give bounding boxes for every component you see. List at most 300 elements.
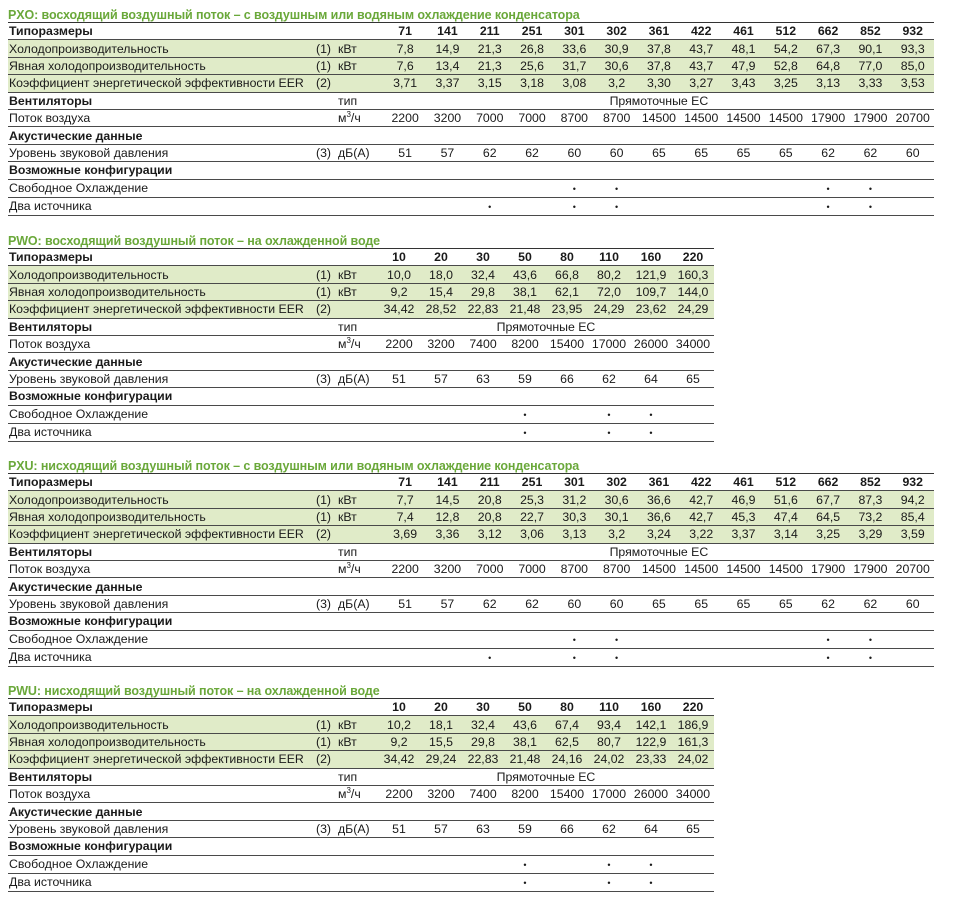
spec-table <box>8 22 934 216</box>
table-row-eer <box>8 526 934 543</box>
value-cell: 59 <box>504 370 546 387</box>
unit-label <box>338 803 378 820</box>
fan-type-value: Прямоточные EC <box>384 92 934 109</box>
availability-cell <box>511 630 553 648</box>
value-cell: 14500 <box>680 109 722 126</box>
value-cell: 14,9 <box>426 40 468 57</box>
unit-label: кВт <box>338 491 384 508</box>
value-cell: 80,7 <box>588 733 630 750</box>
value-cell: 60 <box>553 144 595 161</box>
row-label: Вентиляторы <box>8 543 314 560</box>
value-cell <box>638 162 680 179</box>
value-cell: 7,6 <box>384 57 426 74</box>
value-cell: 72,0 <box>588 283 630 300</box>
header-row <box>8 474 934 491</box>
value-cell: 3,13 <box>807 75 849 92</box>
row-label: Поток воздуха <box>8 335 314 352</box>
value-cell: 110 <box>588 249 630 266</box>
availability-cell <box>420 855 462 873</box>
value-cell: 3200 <box>426 560 468 577</box>
table-row-eer <box>8 301 714 318</box>
value-cell: 67,7 <box>807 491 849 508</box>
row-label: Холодопроизводительность <box>8 266 314 283</box>
unit-label <box>338 613 384 630</box>
unit-label <box>338 197 384 215</box>
footnote-ref: (1) <box>314 283 338 300</box>
value-cell: 301 <box>553 474 595 491</box>
value-cell: 20 <box>420 249 462 266</box>
value-cell: 62,5 <box>546 733 588 750</box>
row-label: Свободное Охлаждение <box>8 630 314 648</box>
table-row-freecool <box>8 630 934 648</box>
table-row-acoustic <box>8 578 934 595</box>
unit-m: м <box>338 337 347 352</box>
value-cell <box>426 613 468 630</box>
value-cell: 144,0 <box>672 283 714 300</box>
header-row <box>8 699 714 716</box>
availability-cell <box>504 405 546 423</box>
availability-cell <box>849 197 891 215</box>
value-cell: 8700 <box>595 560 637 577</box>
unit-label: дБ(А) <box>338 595 384 612</box>
value-cell: 65 <box>638 595 680 612</box>
value-cell <box>511 162 553 179</box>
value-cell: 22,7 <box>511 508 553 525</box>
available-dot-icon: • <box>868 634 872 645</box>
value-cell: 62 <box>588 370 630 387</box>
value-cell: 38,1 <box>504 283 546 300</box>
value-cell: 7,8 <box>384 40 426 57</box>
table-row-sensible <box>8 733 714 750</box>
value-cell: 26000 <box>630 785 672 802</box>
table-row-configs <box>8 838 714 855</box>
value-cell: 10 <box>378 249 420 266</box>
value-cell: 3,29 <box>849 526 891 543</box>
table-row-fans <box>8 543 934 560</box>
footnote-ref: (1) <box>314 491 338 508</box>
value-cell: 80 <box>546 249 588 266</box>
value-cell: 211 <box>469 474 511 491</box>
value-cell: 62 <box>511 595 553 612</box>
value-cell: 57 <box>420 820 462 837</box>
unit-tail: /ч <box>350 337 361 352</box>
unit-label <box>338 249 378 266</box>
value-cell: 20700 <box>892 560 934 577</box>
value-cell: 67,4 <box>546 716 588 733</box>
value-cell: 461 <box>722 474 764 491</box>
value-cell: 65 <box>722 144 764 161</box>
unit-label <box>338 578 384 595</box>
row-label: Типоразмеры <box>8 249 314 266</box>
value-cell <box>849 162 891 179</box>
table-row-acoustic <box>8 353 714 370</box>
availability-cell <box>511 648 553 666</box>
value-cell <box>807 127 849 144</box>
footnote-ref <box>314 630 338 648</box>
availability-cell <box>807 630 849 648</box>
available-dot-icon: • <box>649 877 653 888</box>
row-label: Свободное Охлаждение <box>8 179 314 197</box>
value-cell: 422 <box>680 23 722 40</box>
section-title: PWO: восходящий воздушный поток – на охлажденной воде <box>8 234 381 248</box>
value-cell <box>595 162 637 179</box>
value-cell: 26000 <box>630 335 672 352</box>
value-cell: 43,7 <box>680 40 722 57</box>
value-cell <box>420 803 462 820</box>
value-cell: 31,7 <box>553 57 595 74</box>
value-cell: 36,6 <box>638 491 680 508</box>
value-cell: 65 <box>680 144 722 161</box>
value-cell: 220 <box>672 249 714 266</box>
value-cell: 94,2 <box>892 491 934 508</box>
row-label: Типоразмеры <box>8 699 314 716</box>
value-cell: 65 <box>765 595 807 612</box>
table-row-configs <box>8 162 934 179</box>
availability-cell <box>426 197 468 215</box>
row-label: Возможные конфигурации <box>8 388 314 405</box>
table-row-dual <box>8 197 934 215</box>
availability-cell <box>546 423 588 441</box>
availability-cell <box>672 405 714 423</box>
value-cell <box>722 578 764 595</box>
table-row-eer <box>8 751 714 768</box>
value-cell: 15400 <box>546 335 588 352</box>
value-cell: 17900 <box>807 109 849 126</box>
table-row-configs <box>8 613 934 630</box>
table-row-sensible <box>8 508 934 525</box>
availability-cell <box>680 630 722 648</box>
value-cell <box>384 578 426 595</box>
value-cell <box>680 578 722 595</box>
table-row-acoustic <box>8 803 714 820</box>
availability-cell <box>378 423 420 441</box>
value-cell: 60 <box>892 144 934 161</box>
value-cell <box>892 613 934 630</box>
value-cell: 160 <box>630 699 672 716</box>
value-cell: 461 <box>722 23 764 40</box>
value-cell: 62 <box>469 595 511 612</box>
value-cell: 33,6 <box>553 40 595 57</box>
available-dot-icon: • <box>572 652 576 663</box>
value-cell: 18,0 <box>420 266 462 283</box>
available-dot-icon: • <box>572 634 576 645</box>
footnote-ref <box>314 388 338 405</box>
unit-label <box>338 699 378 716</box>
row-label: Акустические данные <box>8 353 314 370</box>
row-label: Коэффициент энергетической эффективности EER <box>8 526 314 543</box>
unit-label <box>338 785 378 802</box>
footnote-ref <box>314 768 338 785</box>
value-cell: 17000 <box>588 785 630 802</box>
unit-label <box>338 405 378 423</box>
value-cell: 62,1 <box>546 283 588 300</box>
value-cell: 852 <box>849 474 891 491</box>
footnote-ref <box>314 423 338 441</box>
value-cell: 87,3 <box>849 491 891 508</box>
value-cell <box>426 578 468 595</box>
unit-label: дБ(А) <box>338 370 378 387</box>
available-dot-icon: • <box>649 859 653 870</box>
value-cell: 65 <box>765 144 807 161</box>
value-cell: 3,71 <box>384 75 426 92</box>
value-cell: 51 <box>384 144 426 161</box>
value-cell <box>426 127 468 144</box>
row-label: Акустические данные <box>8 578 314 595</box>
unit-label <box>338 855 378 873</box>
footnote-ref: (1) <box>314 57 338 74</box>
row-label: Уровень звуковой давления <box>8 820 314 837</box>
value-cell <box>722 613 764 630</box>
value-cell: 59 <box>504 820 546 837</box>
fan-type-value: Прямоточные EC <box>378 768 714 785</box>
value-cell: 512 <box>765 474 807 491</box>
unit-label <box>338 560 384 577</box>
table-row-airflow <box>8 785 714 802</box>
value-cell: 8700 <box>553 109 595 126</box>
available-dot-icon: • <box>523 409 527 420</box>
value-cell: 141 <box>426 474 468 491</box>
value-cell: 23,33 <box>630 751 672 768</box>
footnote-ref <box>314 838 338 855</box>
availability-cell <box>849 648 891 666</box>
row-label: Типоразмеры <box>8 474 314 491</box>
value-cell <box>892 127 934 144</box>
available-dot-icon: • <box>615 652 619 663</box>
value-cell <box>765 162 807 179</box>
available-dot-icon: • <box>607 877 611 888</box>
value-cell: 47,9 <box>722 57 764 74</box>
availability-cell <box>722 648 764 666</box>
available-dot-icon: • <box>607 427 611 438</box>
value-cell: 60 <box>892 595 934 612</box>
table-row-sound <box>8 595 934 612</box>
available-dot-icon: • <box>572 201 576 212</box>
footnote-ref: (3) <box>314 820 338 837</box>
value-cell: 14500 <box>765 109 807 126</box>
table-row-cooling <box>8 266 714 283</box>
table-row-configs <box>8 388 714 405</box>
value-cell: 14500 <box>722 109 764 126</box>
value-cell: 34000 <box>672 785 714 802</box>
value-cell <box>892 578 934 595</box>
value-cell <box>765 127 807 144</box>
value-cell <box>595 578 637 595</box>
unit-label: тип <box>338 768 378 785</box>
unit-label <box>338 648 384 666</box>
value-cell: 301 <box>553 23 595 40</box>
value-cell: 34000 <box>672 335 714 352</box>
unit-label: кВт <box>338 266 378 283</box>
value-cell <box>462 838 504 855</box>
value-cell <box>765 578 807 595</box>
footnote-ref <box>314 405 338 423</box>
availability-cell <box>462 855 504 873</box>
value-cell: 63 <box>462 820 504 837</box>
value-cell: 42,7 <box>680 508 722 525</box>
value-cell: 122,9 <box>630 733 672 750</box>
value-cell <box>849 578 891 595</box>
value-cell: 50 <box>504 699 546 716</box>
row-label: Акустические данные <box>8 127 314 144</box>
value-cell: 85,0 <box>892 57 934 74</box>
value-cell: 37,8 <box>638 40 680 57</box>
row-label: Поток воздуха <box>8 785 314 802</box>
value-cell <box>426 162 468 179</box>
value-cell: 662 <box>807 474 849 491</box>
value-cell: 8700 <box>595 109 637 126</box>
section-title: PWU: нисходящий воздушный поток – на охлажденной воде <box>8 684 380 698</box>
value-cell: 662 <box>807 23 849 40</box>
unit-m: м <box>338 111 347 126</box>
value-cell: 71 <box>384 23 426 40</box>
value-cell: 3,43 <box>722 75 764 92</box>
row-label: Уровень звуковой давления <box>8 144 314 161</box>
availability-cell <box>588 855 630 873</box>
value-cell: 20,8 <box>469 491 511 508</box>
value-cell: 3,2 <box>595 526 637 543</box>
unit-label <box>338 353 378 370</box>
value-cell: 3,37 <box>722 526 764 543</box>
value-cell: 46,9 <box>722 491 764 508</box>
unit-tail: /ч <box>350 787 361 802</box>
availability-cell <box>638 179 680 197</box>
value-cell: 3,08 <box>553 75 595 92</box>
table-row-sensible <box>8 283 714 300</box>
footnote-ref <box>314 249 338 266</box>
value-cell: 64,5 <box>807 508 849 525</box>
value-cell: 7000 <box>511 109 553 126</box>
table-row-freecool <box>8 179 934 197</box>
table-row-freecool <box>8 405 714 423</box>
availability-cell <box>588 405 630 423</box>
unit-label <box>338 127 384 144</box>
value-cell: 36,6 <box>638 508 680 525</box>
value-cell: 64 <box>630 820 672 837</box>
value-cell <box>420 388 462 405</box>
value-cell: 302 <box>595 23 637 40</box>
value-cell: 52,8 <box>765 57 807 74</box>
value-cell: 20 <box>420 699 462 716</box>
value-cell: 65 <box>638 144 680 161</box>
value-cell: 34,42 <box>378 301 420 318</box>
value-cell: 21,3 <box>469 57 511 74</box>
value-cell <box>672 388 714 405</box>
unit-tail: /ч <box>350 562 361 577</box>
value-cell: 10,2 <box>378 716 420 733</box>
value-cell: 66,8 <box>546 266 588 283</box>
value-cell: 73,2 <box>849 508 891 525</box>
unit-label: тип <box>338 92 384 109</box>
value-cell: 51,6 <box>765 491 807 508</box>
footnote-ref <box>314 699 338 716</box>
value-cell: 29,24 <box>420 751 462 768</box>
value-cell: 109,7 <box>630 283 672 300</box>
footnote-ref <box>314 578 338 595</box>
value-cell: 90,1 <box>849 40 891 57</box>
value-cell <box>807 578 849 595</box>
table-row-cooling <box>8 40 934 57</box>
available-dot-icon: • <box>649 409 653 420</box>
value-cell: 80 <box>546 699 588 716</box>
availability-cell <box>504 855 546 873</box>
unit-label: тип <box>338 543 384 560</box>
value-cell: 24,02 <box>588 751 630 768</box>
available-dot-icon: • <box>826 634 830 645</box>
value-cell <box>511 578 553 595</box>
value-cell: 30,6 <box>595 491 637 508</box>
value-cell: 14,5 <box>426 491 468 508</box>
value-cell: 14500 <box>722 560 764 577</box>
availability-cell <box>595 630 637 648</box>
availability-cell <box>504 423 546 441</box>
availability-cell <box>680 648 722 666</box>
value-cell: 3,33 <box>849 75 891 92</box>
value-cell: 7,4 <box>384 508 426 525</box>
value-cell: 22,83 <box>462 301 504 318</box>
value-cell <box>638 578 680 595</box>
value-cell: 62 <box>588 820 630 837</box>
row-label: Вентиляторы <box>8 92 314 109</box>
available-dot-icon: • <box>868 183 872 194</box>
table-row-sound <box>8 144 934 161</box>
value-cell: 63 <box>462 370 504 387</box>
availability-cell <box>378 405 420 423</box>
footnote-ref <box>314 474 338 491</box>
available-dot-icon: • <box>868 652 872 663</box>
availability-cell <box>469 630 511 648</box>
value-cell <box>469 578 511 595</box>
availability-cell <box>426 648 468 666</box>
unit-label: кВт <box>338 716 378 733</box>
value-cell: 251 <box>511 23 553 40</box>
value-cell: 23,95 <box>546 301 588 318</box>
fan-type-value: Прямоточные EC <box>384 543 934 560</box>
row-label: Явная холодопроизводительность <box>8 733 314 750</box>
unit-label <box>338 301 378 318</box>
value-cell <box>378 838 420 855</box>
value-cell: 161,3 <box>672 733 714 750</box>
value-cell: 361 <box>638 474 680 491</box>
availability-cell <box>511 197 553 215</box>
footnote-ref <box>314 543 338 560</box>
table-row-freecool <box>8 855 714 873</box>
availability-cell <box>384 630 426 648</box>
availability-cell <box>892 648 934 666</box>
value-cell: 67,3 <box>807 40 849 57</box>
value-cell: 3,30 <box>638 75 680 92</box>
row-label: Возможные конфигурации <box>8 838 314 855</box>
table-row-airflow <box>8 335 714 352</box>
value-cell <box>504 388 546 405</box>
value-cell: 10,0 <box>378 266 420 283</box>
value-cell <box>546 353 588 370</box>
available-dot-icon: • <box>826 183 830 194</box>
value-cell: 80,2 <box>588 266 630 283</box>
row-label: Уровень звуковой давления <box>8 595 314 612</box>
value-cell <box>722 162 764 179</box>
footnote-ref: (3) <box>314 144 338 161</box>
value-cell: 93,4 <box>588 716 630 733</box>
available-dot-icon: • <box>488 652 492 663</box>
availability-cell <box>765 648 807 666</box>
row-label: Холодопроизводительность <box>8 716 314 733</box>
availability-cell <box>672 423 714 441</box>
value-cell: 23,62 <box>630 301 672 318</box>
table-row-dual <box>8 873 714 891</box>
value-cell <box>680 613 722 630</box>
row-label: Типоразмеры <box>8 23 314 40</box>
row-label: Явная холодопроизводительность <box>8 508 314 525</box>
